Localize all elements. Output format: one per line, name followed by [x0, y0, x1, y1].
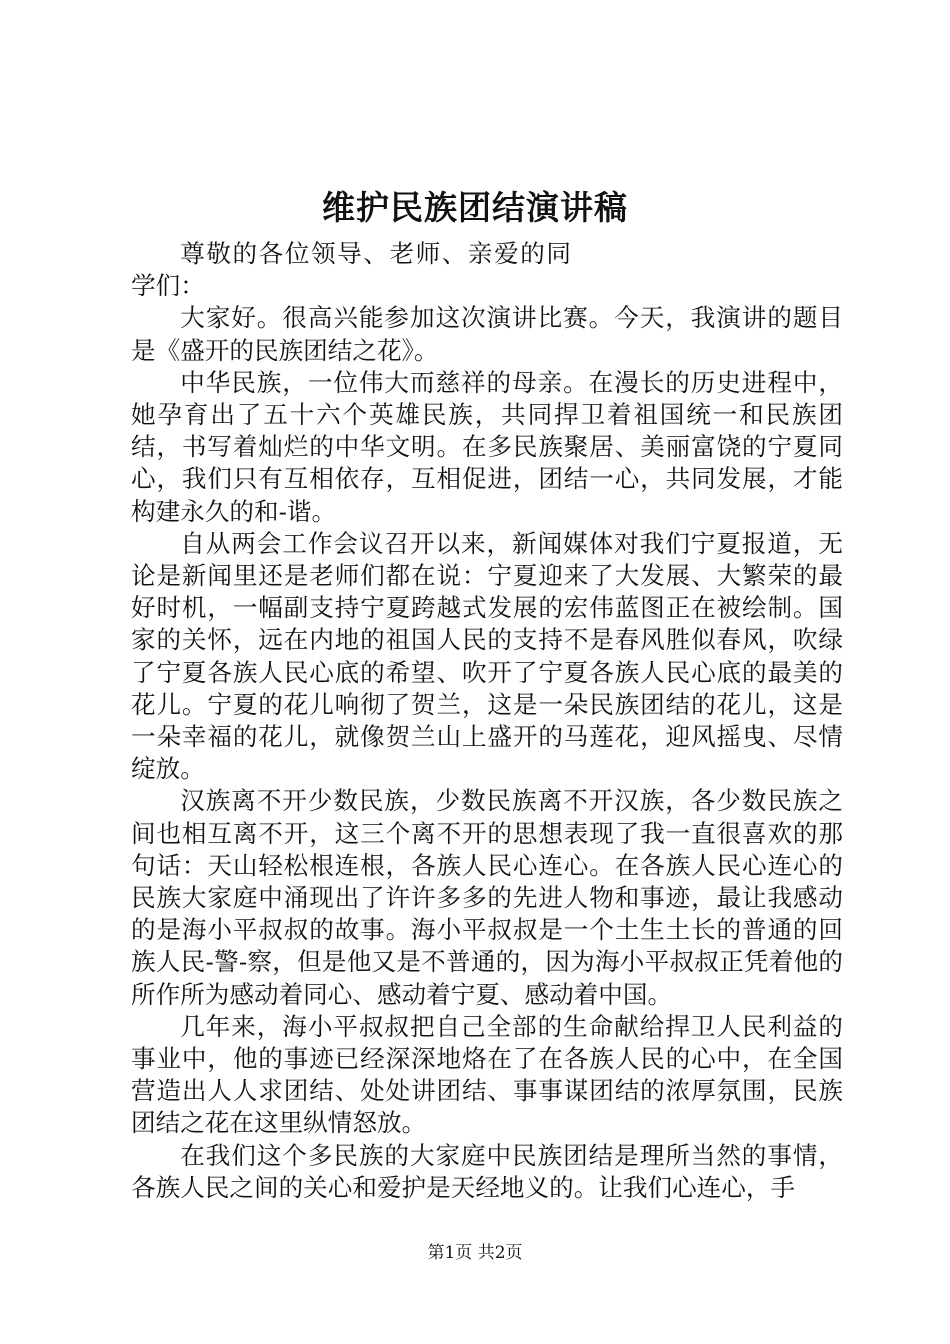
document-title: 维护民族团结演讲稿 [322, 188, 628, 227]
paragraph: 几年来，海小平叔叔把自己全部的生命献给捍卫人民利益的事业中，他的事迹已经深深地烙在了在各族人民的心中，在全国营造出人人求团结、处处讲团结、事事谋团结的浓厚氛围，民族团结之花在这里纵情怒放。 [131, 1011, 843, 1138]
paragraph: 自从两会工作会议召开以来，新闻媒体对我们宁夏报道，无论是新闻里还是老师们都在说：宁夏迎来了大发展、大繁荣的最好时机，一幅副支持宁夏跨越式发展的宏伟蓝图正在被绘制。国家的关怀，远在内地的祖国人民的支持不是春风胜似春风，吹绿了宁夏各族人民心底的希望、吹开了宁夏各族人民心底的最美的花儿。宁夏的花儿响彻了贺兰，这是一朵民族团结的花儿，这是一朵幸福的花儿，就像贺兰山上盛开的马莲花，迎风摇曳、尽情绽放。 [131, 528, 843, 784]
page-indicator: 第1页 共2页 [427, 1243, 523, 1263]
document-body [131, 238, 843, 1204]
paragraph: 在我们这个多民族的大家庭中民族团结是理所当然的事情，各族人民之间的关心和爱护是天经地义的。让我们心连心，手 [131, 1140, 843, 1202]
page-footer [0, 1242, 950, 1264]
paragraph: 中华民族，一位伟大而慈祥的母亲。在漫长的历史进程中，她孕育出了五十六个英雄民族，共同捍卫着祖国统一和民族团结，书写着灿烂的中华文明。在多民族聚居、美丽富饶的宁夏同心，我们只有互相依存，互相促进，团结一心，共同发展，才能构建永久的和-谐。 [131, 367, 843, 526]
paragraph: 大家好。很高兴能参加这次演讲比赛。今天，我演讲的题目是《盛开的民族团结之花》。 [131, 303, 843, 365]
paragraph: 汉族离不开少数民族，少数民族离不开汉族，各少数民族之间也相互离不开，这三个离不开的思想表现了我一直很喜欢的那句话：天山轻松根连根，各族人民心连心。在各族人民心连心的民族大家庭中涌现出了许许多多的先进人物和事迹，最让我感动的是海小平叔叔的故事。海小平叔叔是一个土生土长的普通的回族人民-警-察，但是他又是不普通的，因为海小平叔叔正凭着他的所作所为感动着同心、感动着宁夏、感动着中国。 [131, 786, 843, 1009]
salutation: 尊敬的各位领导、老师、亲爱的同学们： [131, 239, 571, 301]
